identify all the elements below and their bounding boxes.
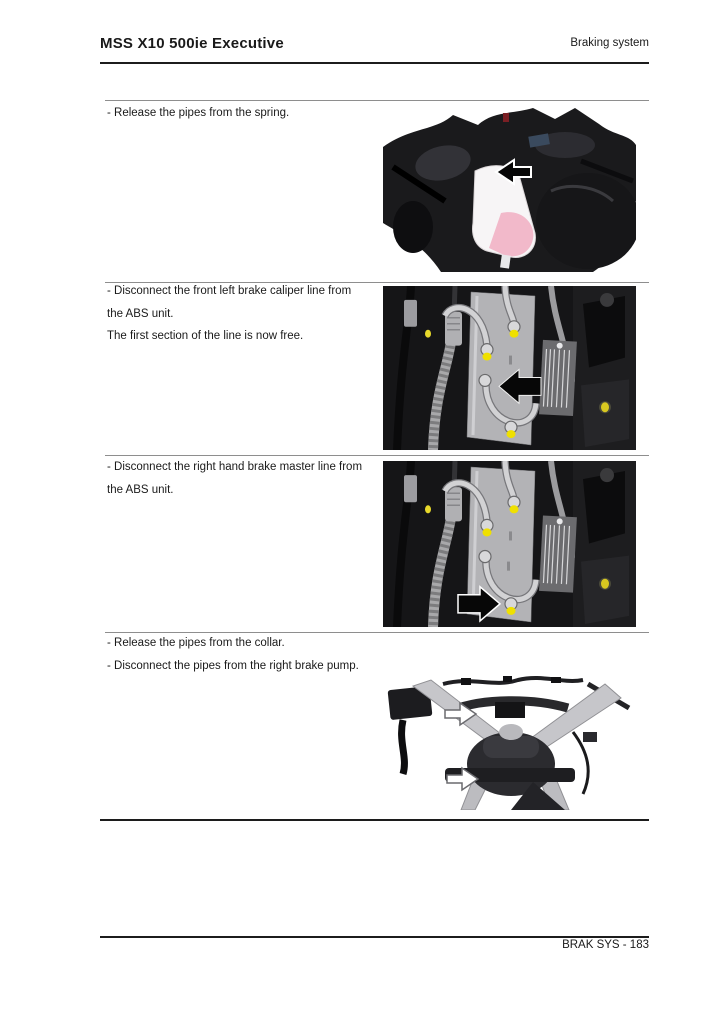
instruction-line: - Disconnect the pipes from the right brake pump. bbox=[107, 659, 359, 672]
handlebar-reservoir-illustration bbox=[383, 105, 636, 272]
page-title: MSS X10 500ie Executive bbox=[100, 35, 284, 52]
frame-front-brake-pump-photo bbox=[383, 672, 636, 810]
section-divider bbox=[105, 100, 649, 101]
instruction-block bbox=[107, 102, 387, 125]
instruction-line: - Disconnect the front left brake caliper line from bbox=[107, 285, 352, 297]
chapter-label: Braking system bbox=[570, 37, 649, 49]
abs-unit-illustration bbox=[383, 286, 636, 450]
instruction-block bbox=[107, 632, 387, 677]
page-number-label: BRAK SYS - 183 bbox=[562, 939, 649, 951]
instruction-line: the ABS unit. bbox=[107, 483, 174, 496]
abs-unit-illustration bbox=[383, 461, 636, 627]
instruction-block bbox=[107, 456, 387, 501]
header-rule bbox=[100, 62, 649, 64]
instruction-line: - Release the pipes from the spring. bbox=[107, 107, 290, 119]
instruction-line: - Release the pipes from the collar. bbox=[107, 637, 285, 649]
instruction-line: The first section of the line is now free. bbox=[107, 330, 304, 342]
abs-unit-master-line-photo bbox=[383, 461, 636, 627]
instruction-line: - Disconnect the right hand brake master line from bbox=[107, 461, 363, 473]
handlebar-reservoir-photo bbox=[383, 105, 636, 272]
instruction-block bbox=[107, 280, 387, 348]
instruction-line: the ABS unit. bbox=[107, 307, 174, 320]
section-end-rule bbox=[100, 819, 649, 821]
frame-front-illustration bbox=[383, 672, 636, 810]
abs-unit-caliper-line-photo bbox=[383, 286, 636, 450]
footer-rule bbox=[100, 936, 649, 938]
